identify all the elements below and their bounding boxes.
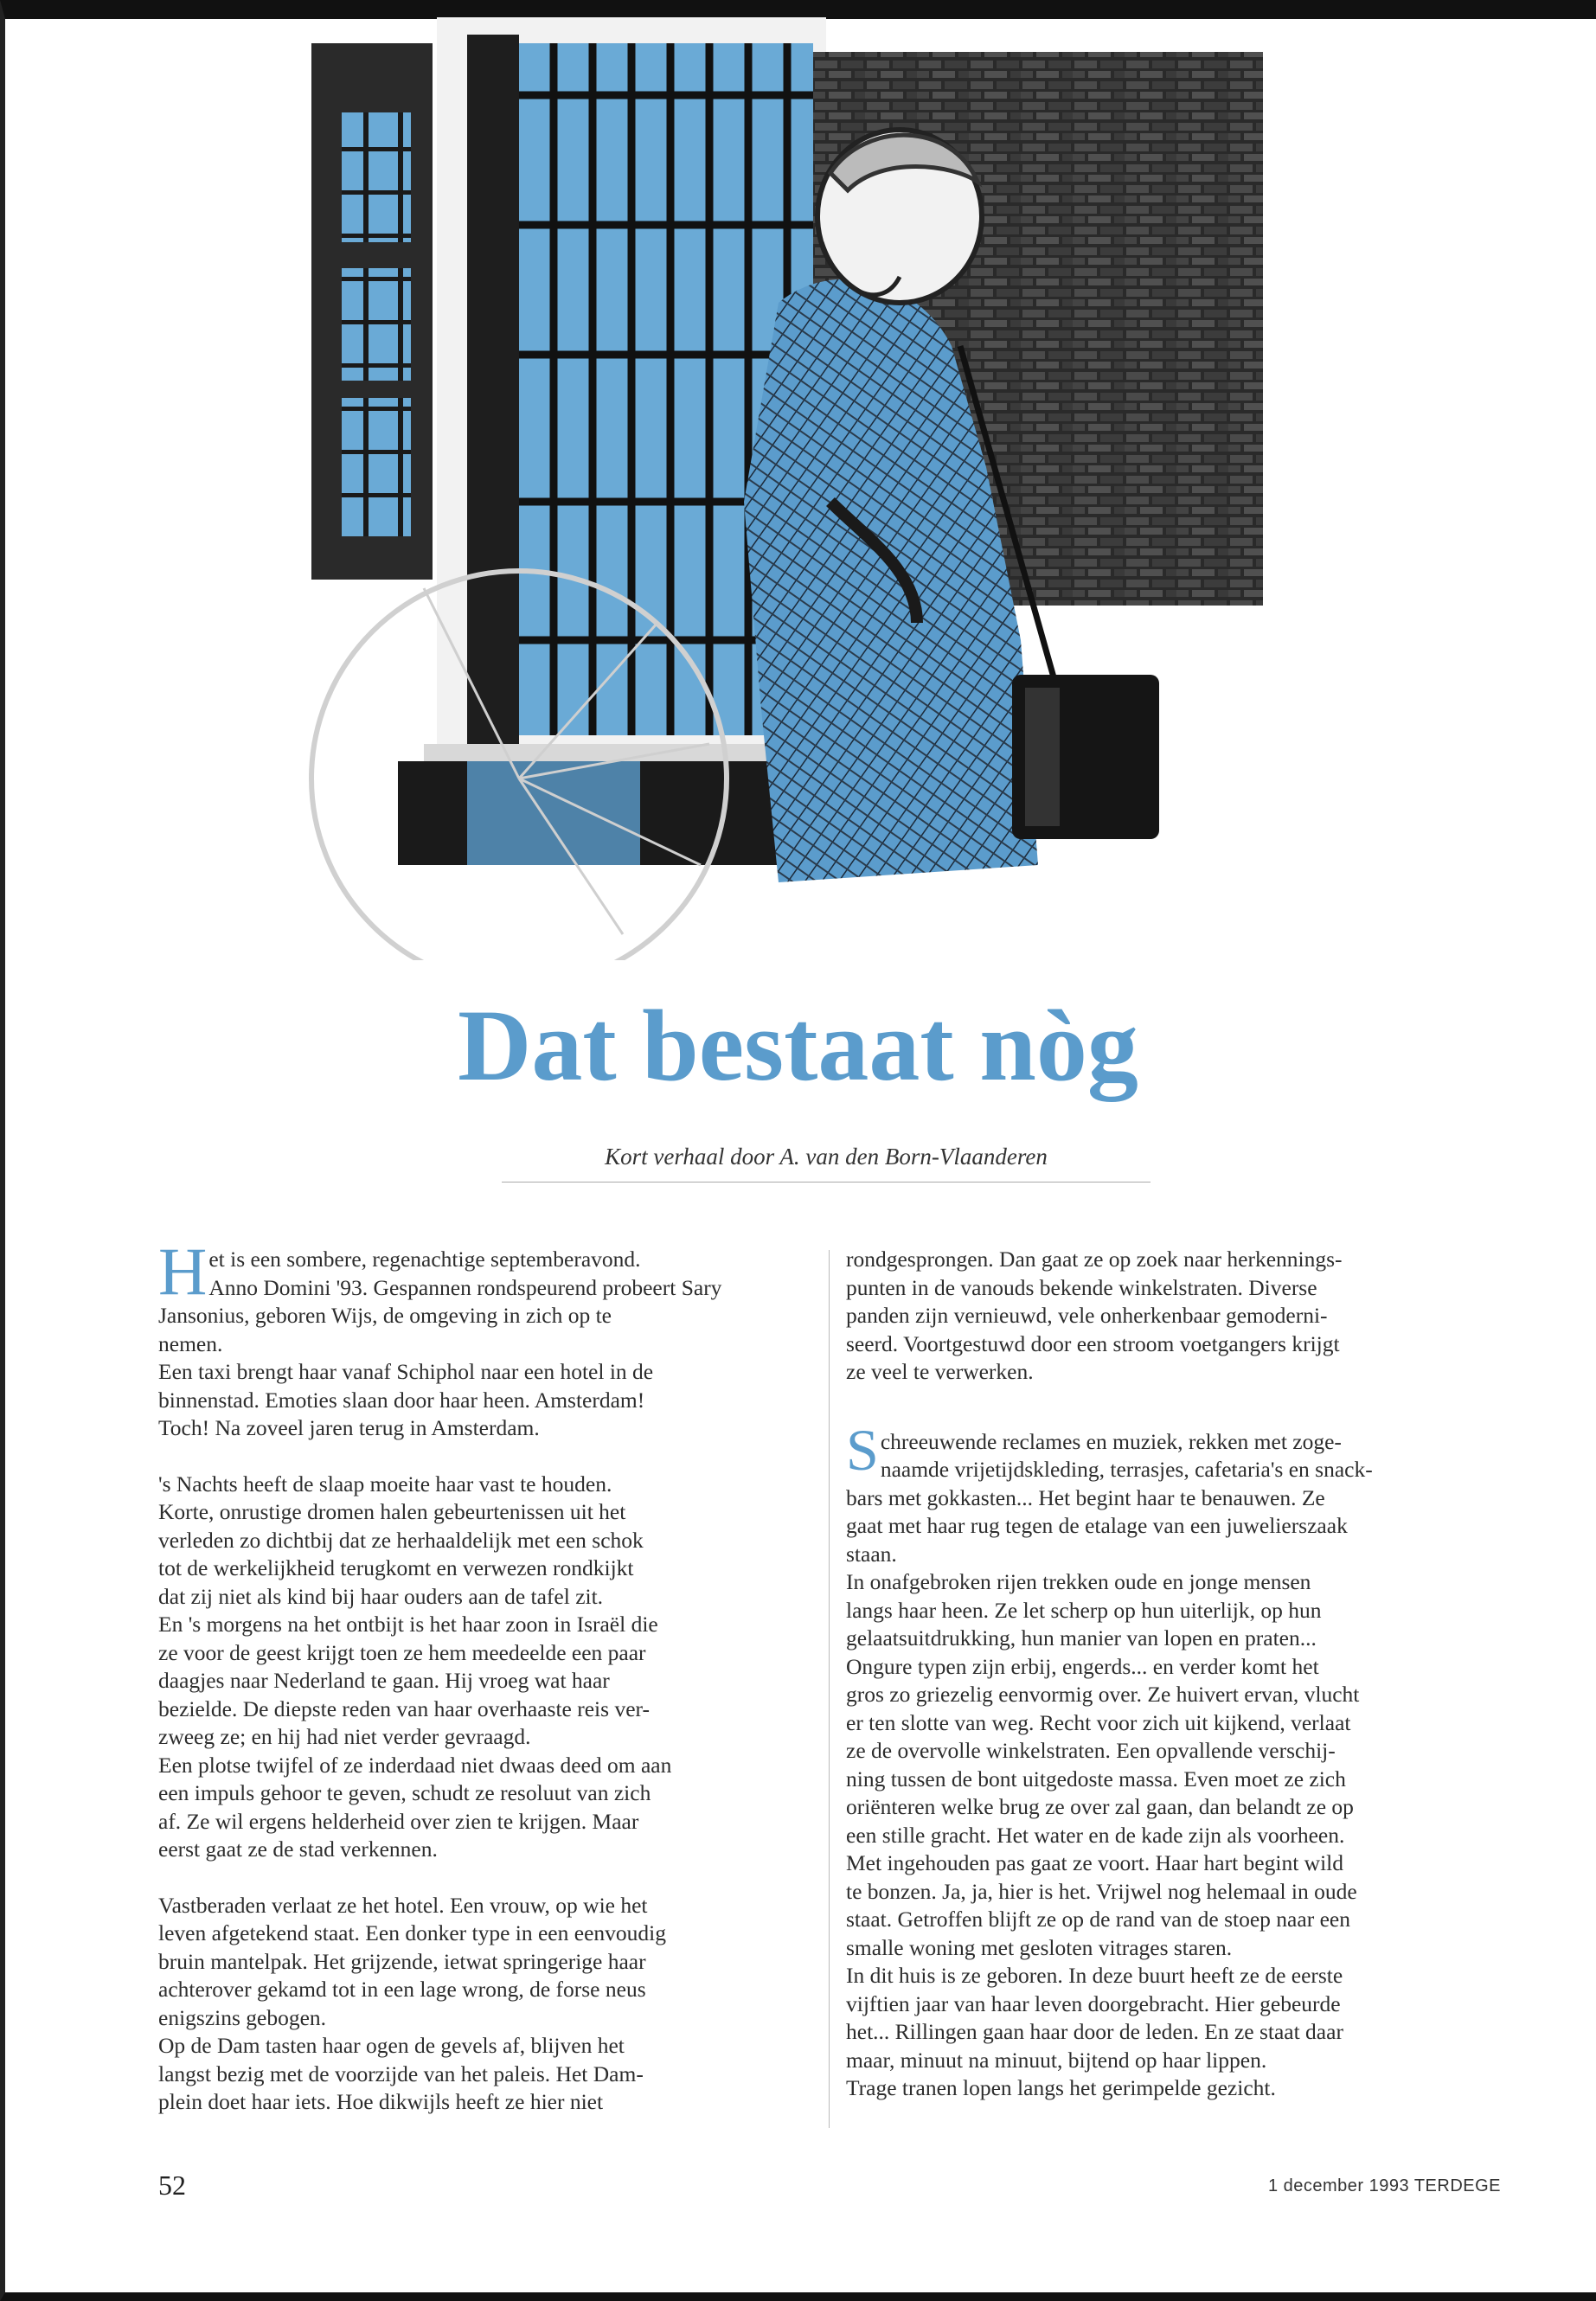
- dropcap-h: H: [158, 1234, 208, 1309]
- text-line: naamde vrijetijdskleding, terrasjes, cafetaria's en snack-: [880, 1457, 1373, 1482]
- text-line: binnenstad. Emoties slaan door haar heen. Amsterdam!: [158, 1387, 645, 1413]
- text-line: Op de Dam tasten haar ogen de gevels af, blijven het: [158, 2033, 625, 2058]
- text-line: zweeg ze; en hij had niet verder gevraagd.: [158, 1724, 531, 1749]
- page-number: 52: [158, 2170, 186, 2201]
- paragraph-4: [846, 1246, 1490, 1387]
- text-line: leven afgetekend staat. Een donker type in een eenvoudig: [158, 1920, 666, 1945]
- text-line: bars met gokkasten... Het begint haar te benauwen. Ze: [846, 1484, 1325, 1510]
- text-line: gelaatsuitdrukking, hun manier van lopen en praten...: [846, 1625, 1317, 1650]
- text-line: nemen.: [158, 1330, 223, 1356]
- paragraph-1: [158, 1234, 816, 1443]
- issue-date: 1 december 1993 TERDEGE: [1267, 2176, 1501, 2195]
- article-title: Dat bestaat nòg: [458, 989, 1138, 1102]
- text-line: Trage tranen lopen langs het gerimpelde gezicht.: [846, 2075, 1276, 2100]
- text-line: Jansonius, geboren Wijs, de omgeving in zich op te: [158, 1303, 612, 1328]
- text-line: oriënteren welke brug ze over zal gaan, dan belandt ze op: [846, 1794, 1354, 1819]
- text-line: bezielde. De diepste reden van haar overhaaste reis ver-: [158, 1695, 650, 1721]
- text-line: gaat met haar rug tegen de etalage van een juwelierszaak: [846, 1513, 1348, 1538]
- text-line: Een taxi brengt haar vanaf Schiphol naar een hotel in de: [158, 1359, 654, 1384]
- paragraph-5: [846, 1416, 1490, 2103]
- column-divider: [829, 1250, 830, 2128]
- text-line: Vastberaden verlaat ze het hotel. Een vrouw, op wie het: [158, 1892, 648, 1918]
- dropcap-s: S: [846, 1416, 879, 1483]
- text-line: plein doet haar iets. Hoe dikwijls heeft ze hier niet: [158, 2089, 604, 2114]
- text-line: daagjes naar Nederland te gaan. Hij vroeg wat haar: [158, 1668, 610, 1693]
- text-line: achterover gekamd tot in een lage wrong, de forse neus: [158, 1977, 646, 2002]
- text-line: En 's morgens na het ontbijt is het haar zoon in Israël die: [158, 1612, 658, 1637]
- story-illustration: [294, 17, 1375, 960]
- text-line: te bonzen. Ja, ja, hier is het. Vrijwel nog helemaal in oude: [846, 1878, 1357, 1904]
- text-line: bruin mantelpak. Het grijzende, ietwat springerige haar: [158, 1948, 646, 1974]
- text-line: enigszins gebogen.: [158, 2004, 327, 2030]
- paragraph-3: [158, 1892, 816, 2117]
- text-line: Anno Domini '93. Gespannen rondspeurend probeert Sary: [208, 1274, 722, 1300]
- text-line: chreeuwende reclames en muziek, rekken met zoge-: [880, 1428, 1342, 1454]
- text-line: rondgesprongen. Dan gaat ze op zoek naar herkennings-: [846, 1247, 1343, 1272]
- text-line: seerd. Voortgestuwd door een stroom voetgangers krijgt: [846, 1330, 1340, 1356]
- text-line: Korte, onrustige dromen halen gebeurtenissen uit het: [158, 1499, 626, 1524]
- text-line: Een plotse twijfel of ze inderdaad niet dwaas deed om aan: [158, 1752, 672, 1778]
- text-line: In dit huis is ze geboren. In deze buurt heeft ze de eerste: [846, 1963, 1343, 1988]
- text-line: er ten slotte van weg. Recht voor zich uit kijkend, verlaat: [846, 1709, 1351, 1735]
- text-line: Ongure typen zijn erbij, engerds... en verder komt het: [846, 1653, 1319, 1679]
- text-line: staat. Getroffen blijft ze op de rand van de stoep naar een: [846, 1907, 1350, 1932]
- text-line: vijftien jaar van haar leven doorgebracht. Hier gebeurde: [846, 1990, 1341, 2016]
- byline-divider: [502, 1182, 1151, 1183]
- text-line: een stille gracht. Het water en de kade zijn als voorheen.: [846, 1822, 1345, 1848]
- text-line: staan.: [846, 1541, 897, 1567]
- text-line: gros zo griezelig eenvormig over. Ze huivert ervan, vlucht: [846, 1682, 1360, 1707]
- paragraph-2: [158, 1471, 816, 1864]
- text-line: eerst gaat ze de stad verkennen.: [158, 1836, 438, 1862]
- text-line: Met ingehouden pas gaat ze voort. Haar hart begint wild: [846, 1850, 1343, 1875]
- illustration-drawing: [294, 17, 1375, 960]
- text-line: punten in de vanouds bekende winkelstraten. Diverse: [846, 1274, 1317, 1300]
- text-line: maar, minuut na minuut, bijtend op haar lippen.: [846, 2047, 1267, 2073]
- text-line: ning tussen de bont uitgedoste massa. Even moet ze zich: [846, 1766, 1346, 1791]
- text-line: et is een sombere, regenachtige septemberavond.: [208, 1247, 641, 1272]
- text-line: verleden zo dichtbij dat ze herhaaldelijk met een schok: [158, 1527, 644, 1553]
- text-line: ze de overvolle winkelstraten. Een opvallende verschij-: [846, 1738, 1336, 1763]
- article-byline: Kort verhaal door A. van den Born-Vlaanderen: [605, 1144, 1048, 1170]
- text-line: ze veel te verwerken.: [846, 1359, 1034, 1384]
- text-line: langs haar heen. Ze let scherp op hun uiterlijk, op hun: [846, 1597, 1322, 1623]
- text-line: ze voor de geest krijgt toen ze hem meedeelde een paar: [158, 1639, 646, 1665]
- text-line: In onafgebroken rijen trekken oude en jonge mensen: [846, 1569, 1311, 1594]
- text-line: panden zijn vernieuwd, vele onherkenbaar gemoderni-: [846, 1303, 1328, 1328]
- text-line: een impuls gehoor te geven, schudt ze resoluut van zich: [158, 1780, 651, 1805]
- text-line: dat zij niet als kind bij haar ouders aan de tafel zit.: [158, 1583, 604, 1609]
- text-line: Toch! Na zoveel jaren terug in Amsterdam.: [158, 1415, 540, 1440]
- left-column: [158, 1234, 816, 2117]
- text-line: het... Rillingen gaan haar door de leden. En ze staat daar: [846, 2019, 1343, 2044]
- right-column: [846, 1246, 1490, 2103]
- text-line: smalle woning met gesloten vitrages staren.: [846, 1934, 1233, 1960]
- text-line: tot de werkelijkheid terugkomt en verwezen rondkijkt: [158, 1555, 634, 1580]
- text-line: langst bezig met de voorzijde van het paleis. Het Dam-: [158, 2061, 644, 2086]
- text-line: af. Ze wil ergens helderheid over zien te krijgen. Maar: [158, 1808, 639, 1834]
- text-line: 's Nachts heeft de slaap moeite haar vast te houden.: [158, 1471, 612, 1497]
